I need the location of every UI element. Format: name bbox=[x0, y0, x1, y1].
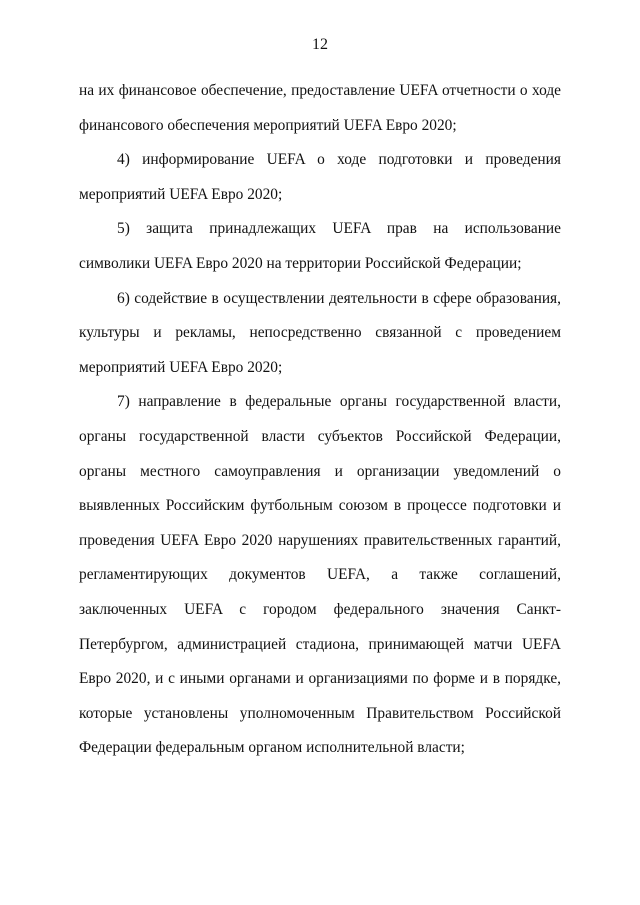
paragraph-item-4: 4) информирование UEFA о ходе подготовки и проведения мероприятий UEFA Евро 2020; bbox=[79, 151, 561, 203]
paragraph-item-6: 6) содействие в осуществлении деятельности в сфере образования, культуры и рекламы, непосредственно связанной с проведением мероприятий UEFA Евро 2020; bbox=[79, 289, 561, 376]
document-body bbox=[79, 74, 561, 766]
page-number: 12 bbox=[312, 36, 328, 53]
paragraph-continuation: на их финансовое обеспечение, предоставление UEFA отчетности о ходе финансового обеспечения мероприятий UEFA Евро 2020; bbox=[79, 82, 561, 134]
paragraph-item-5: 5) защита принадлежащих UEFA прав на использование символики UEFA Евро 2020 на территории Российской Федерации; bbox=[79, 220, 561, 272]
paragraph-item-7: 7) направление в федеральные органы государственной власти, органы государственной власти субъектов Российской Федерации, органы местного самоуправления и организации уведомлений о выявленных Российским футбольным союзом в процессе подготовки и проведения UEFA Евро 2020 нарушениях правительственных гарантий, регламентирующих документов UEFA, а также соглашений, заключенных UEFA с городом федерального значения Санкт-Петербургом, администрацией стадиона, принимающей матчи UEFA Евро 2020, и с иными органами и организациями по форме и в порядке, которые установлены уполномоченным Правительством Российской Федерации федеральным органом исполнительной власти; bbox=[79, 393, 561, 757]
